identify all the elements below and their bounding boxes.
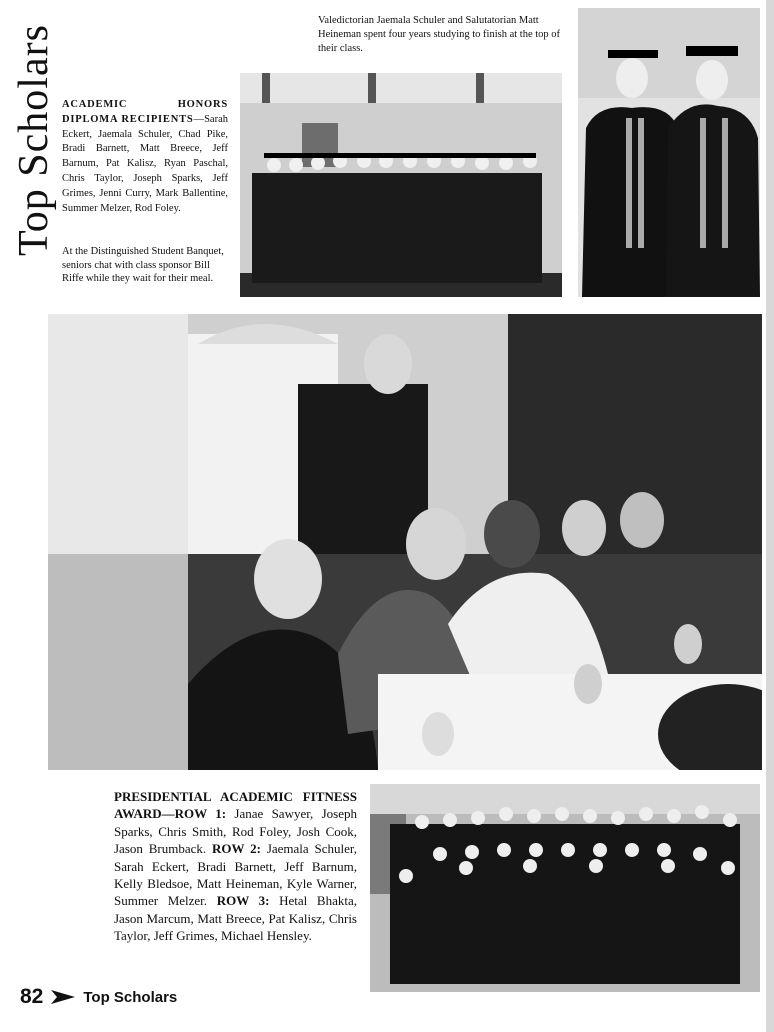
page-number: 82 xyxy=(20,985,44,1008)
fitness-group-photo xyxy=(370,784,760,992)
fitness-row3-label: ROW 3: xyxy=(207,893,270,909)
honors-group-photo xyxy=(240,73,562,297)
fitness-label: PRESIDENTIAL ACADEMIC FITNESS AWARD—ROW 1: xyxy=(114,789,357,822)
honors-label: ACADEMIC HONORS DIPLOMA RECIPIENTS xyxy=(62,99,228,125)
fitness-row2-label: ROW 2: xyxy=(206,841,261,857)
section-title: Top Scholars xyxy=(11,24,57,256)
honors-caption xyxy=(62,98,228,216)
fitness-caption xyxy=(114,788,357,945)
fitness-row3: Hetal Bhakta, Jason Marcum, Matt Breece, Pat Kalisz, Chris Taylor, Jeff Grimes, Michael Hensley. xyxy=(114,893,357,944)
valedictorian-caption: Valedictorian Jaemala Schuler and Salutatorian Matt Heineman spent four years studying to finish at the top of their class. xyxy=(318,15,561,54)
banquet-photo xyxy=(48,314,762,770)
fitness-row2: Jaemala Schuler, Sarah Eckert, Bradi Barnett, Jeff Barnum, Kelly Bledsoe, Matt Heineman, Kyle Warner, Summer Melzer. xyxy=(114,841,357,909)
page-footer xyxy=(20,984,177,1010)
honors-names: —Sarah Eckert, Jaemala Schuler, Chad Pike, Bradi Barnett, Matt Breece, Jeff Barnum, Pat Kalisz, Ryan Paschal, Chris Taylor, Joseph Sparks, Jeff Grimes, Jenni Curry, Mark Ballentine, Summer Melzer, Rod Foley. xyxy=(62,113,228,214)
banquet-caption: At the Distinguished Student Banquet, seniors chat with class sponsor Bill Riffe while they wait for their meal. xyxy=(62,246,224,284)
fitness-row1: Janae Sawyer, Joseph Sparks, Chris Smith, Rod Foley, Josh Cook, Jason Brumback. xyxy=(114,806,357,857)
triangle-arrow-icon xyxy=(51,990,75,1004)
graduates-photo xyxy=(578,8,760,297)
footer-title: Top Scholars xyxy=(83,988,178,1006)
page-binding-edge xyxy=(766,0,774,1032)
